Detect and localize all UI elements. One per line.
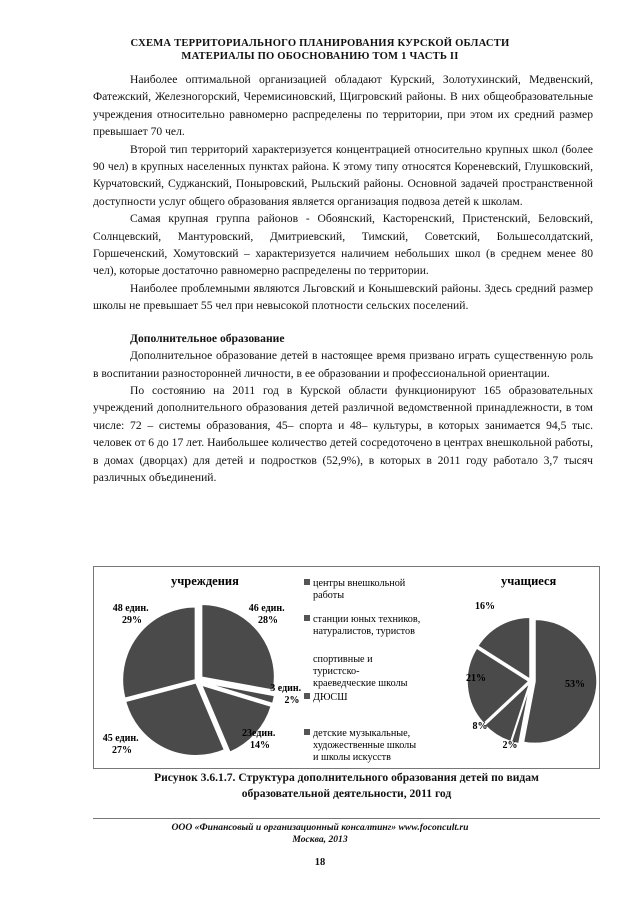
legend-item-sport-line2: туристско- bbox=[313, 666, 360, 677]
label-students-dyussh: 21% bbox=[466, 673, 486, 684]
legend-item-centers-line1: центры внешкольной bbox=[313, 578, 406, 589]
label-centers-line2: 28% bbox=[258, 615, 278, 626]
chart-title-institutions: учреждения bbox=[171, 574, 239, 588]
legend-item-sport-line3: краеведческие школы bbox=[313, 678, 408, 689]
paragraph-1: Наиболее оптимальной организацией обладают Курский, Золотухинский, Медвенский, Фатежский, Железногорский, Черемисиновский, Щигровский районы. В них общеобразовательные учреждения относительно равномерно распределены по территории, при этом их средний размер превышает 70 чел. bbox=[93, 73, 593, 139]
legend-item-stations-line2: натуралистов, туристов bbox=[313, 626, 415, 637]
label-dyussh bbox=[103, 733, 141, 756]
paragraph-3: Самая крупная группа районов - Обоянский, Касторенский, Пристенский, Беловский, Солнцевский, Мантуровский, Дмитриевский, Тимский, Советский, Большесолдатский, Горшеченский, Хомутовский – характеризуется наличием небольших школ (в среднем менее 80 чел), которые достаточно равномерно распределены по территории. bbox=[93, 212, 593, 278]
legend-swatch-4 bbox=[304, 693, 310, 699]
legend-item-dyussh: ДЮСШ bbox=[313, 692, 348, 703]
header-title: СХЕМА ТЕРРИТОРИАЛЬНОГО ПЛАНИРОВАНИЯ КУРСКОЙ ОБЛАСТИ bbox=[130, 38, 510, 49]
paragraph-2: Второй тип территорий характеризуется концентрацией относительно крупных школ (более 90 чел) в крупных населенных пунктах района. К этому типу относятся Кореневский, Глушковский, Курчатовский, Суджанский, Поныровский, Рыльский районы. Основной задачей пространственной доступности услуг общего образования является организация подвоза детей к школам. bbox=[93, 142, 593, 208]
label-stations bbox=[270, 683, 303, 706]
document-header bbox=[0, 37, 640, 63]
paragraph-4: Наиболее проблемными являются Льговский и Конышевский районы. Здесь средний размер школы не превышает 55 чел при невысокой плотности сельских поселений. bbox=[93, 281, 593, 313]
label-students-sport: 8% bbox=[472, 721, 488, 732]
label-art-schools bbox=[113, 603, 151, 626]
header-subtitle: МАТЕРИАЛЫ ПО ОБОСНОВАНИЮ ТОМ 1 ЧАСТЬ II bbox=[181, 51, 459, 62]
legend-item-sport-schools bbox=[313, 654, 408, 689]
label-dyussh-line1: 45 един. bbox=[102, 733, 139, 744]
legend-item-art-line1: детские музыкальные, bbox=[313, 728, 411, 739]
label-art-schools-line2: 29% bbox=[122, 615, 142, 626]
paragraph-5: Дополнительное образование детей в настоящее время призвано играть существенную роль в воспитании разносторонней личности, в ее образовании и профессиональной ориентации. bbox=[93, 349, 593, 380]
legend-swatch-2 bbox=[304, 615, 310, 621]
legend-swatch-5 bbox=[304, 729, 310, 735]
chart-title-students: учащиеся bbox=[501, 574, 557, 588]
main-text bbox=[93, 71, 593, 486]
section-title: Дополнительное образование bbox=[130, 331, 285, 345]
page-number: 18 bbox=[314, 857, 326, 868]
footer-city: Москва, 2013 bbox=[292, 834, 348, 845]
label-sport-schools-line1: 23един. bbox=[242, 728, 276, 739]
label-students-stations: 2% bbox=[502, 740, 518, 751]
pie-charts bbox=[94, 567, 601, 770]
legend-item-sport-line1: спортивные и bbox=[313, 654, 373, 665]
label-centers bbox=[249, 603, 287, 626]
figure-box bbox=[93, 566, 600, 769]
paragraph-6: По состоянию на 2011 год в Курской области функционируют 165 образовательных учреждений дополнительного образования детей различной ведомственной принадлежности, в том числе: 72 – системы образования, 45– спорта и 48– культуры, в которых занимается 94,5 тыс. человек от 6 до 17 лет. Наибольшее количество детей сосредоточено в центрах внешкольной работы, в домах (дворцах) для детей и подростков (52,9%), в которых в 2011 году работало 3,7 тысяч различных объединений. bbox=[93, 383, 593, 484]
legend-item-centers bbox=[313, 578, 408, 601]
label-dyussh-line2: 27% bbox=[112, 745, 132, 756]
label-art-schools-line1: 48 един. bbox=[112, 603, 149, 614]
figure-caption-line1: Рисунок 3.6.1.7. Структура дополнительного образования детей по видам bbox=[154, 771, 539, 784]
legend-swatch-1 bbox=[304, 579, 310, 585]
figure-caption-line2: образовательной деятельности, 2011 год bbox=[241, 787, 452, 800]
legend-item-art-line2: художественные школы bbox=[313, 740, 417, 751]
label-stations-line2: 2% bbox=[284, 695, 300, 706]
legend-item-stations-line1: станции юных техников, bbox=[313, 614, 421, 625]
label-stations-line1: 3 един. bbox=[270, 683, 302, 694]
footer bbox=[0, 822, 640, 846]
footer-divider bbox=[93, 818, 600, 819]
label-students-centers: 53% bbox=[565, 679, 585, 690]
label-sport-schools-line2: 14% bbox=[250, 740, 270, 751]
label-students-art: 16% bbox=[475, 601, 495, 612]
label-centers-line1: 46 един. bbox=[248, 603, 285, 614]
footer-company: ООО «Финансовый и организационный консалтинг» www.foconcult.ru bbox=[171, 822, 469, 833]
legend-item-stations bbox=[313, 614, 423, 637]
legend-item-art-line3: и школы искусств bbox=[313, 752, 391, 763]
legend bbox=[304, 578, 423, 763]
figure-caption bbox=[93, 770, 600, 802]
legend-item-centers-line2: работы bbox=[313, 590, 345, 601]
slice-centers bbox=[523, 619, 597, 743]
legend-item-art-schools bbox=[313, 728, 419, 763]
